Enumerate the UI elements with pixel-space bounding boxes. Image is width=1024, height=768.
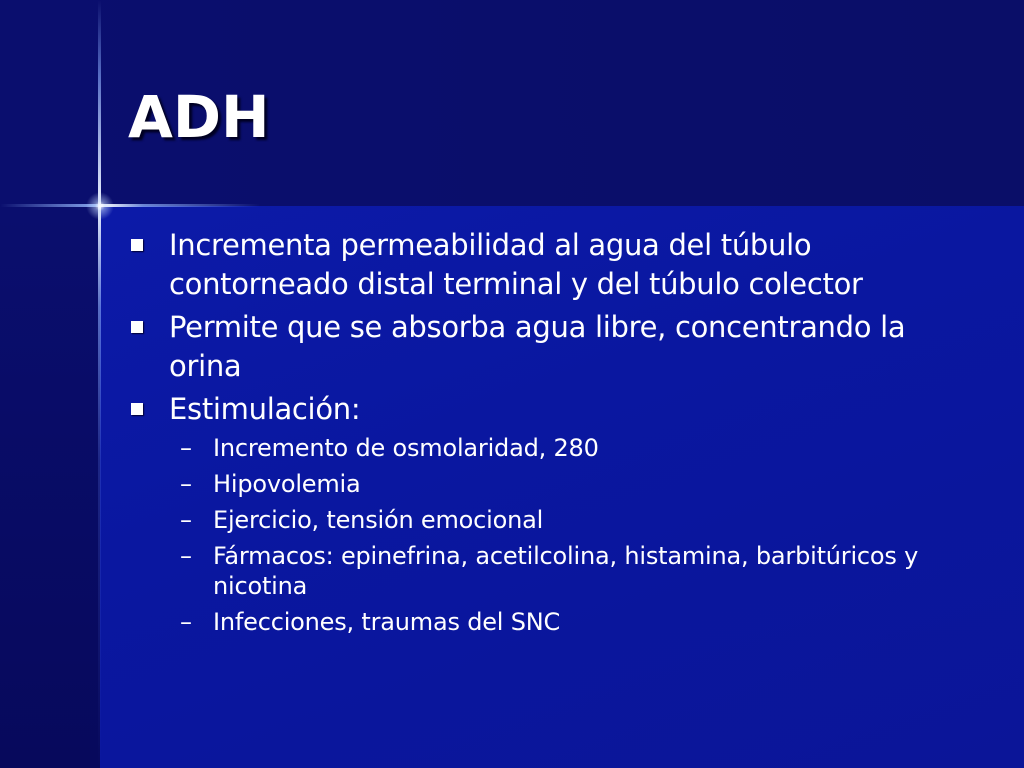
bullet-text: Permite que se absorba agua libre, concentrando la orina bbox=[169, 310, 906, 383]
vertical-accent-line bbox=[98, 0, 101, 768]
square-bullet-icon bbox=[131, 403, 143, 415]
sub-bullet-text: Ejercicio, tensión emocional bbox=[213, 506, 544, 534]
dash-bullet-icon: – bbox=[180, 434, 192, 462]
dash-bullet-icon: – bbox=[180, 470, 192, 498]
square-bullet-icon bbox=[131, 239, 143, 251]
bullet-item bbox=[128, 308, 958, 386]
sub-bullet-text: Fármacos: epinefrina, acetilcolina, histamina, barbitúricos y nicotina bbox=[213, 542, 919, 600]
dash-bullet-icon: – bbox=[180, 608, 192, 636]
sub-bullet-item bbox=[128, 433, 958, 463]
dash-bullet-icon: – bbox=[180, 542, 192, 570]
bullet-text: Incrementa permeabilidad al agua del túbulo contorneado distal terminal y del túbulo colector bbox=[169, 228, 863, 301]
slide-title: ADH bbox=[128, 83, 270, 151]
sub-bullet-text: Hipovolemia bbox=[213, 470, 361, 498]
sub-bullet-item bbox=[128, 469, 958, 499]
bullet-text: Estimulación: bbox=[169, 392, 361, 426]
bullet-list bbox=[128, 226, 958, 643]
bullet-item bbox=[128, 226, 958, 304]
sub-bullet-item bbox=[128, 541, 958, 601]
sub-bullet-item bbox=[128, 607, 958, 637]
sub-bullet-text: Incremento de osmolaridad, 280 bbox=[213, 434, 599, 462]
bullet-item bbox=[128, 390, 958, 429]
sub-bullet-text: Infecciones, traumas del SNC bbox=[213, 608, 561, 636]
dash-bullet-icon: – bbox=[180, 506, 192, 534]
left-background-strip bbox=[0, 206, 100, 768]
square-bullet-icon bbox=[131, 321, 143, 333]
horizontal-accent-line bbox=[0, 204, 260, 207]
sparkle-decoration bbox=[86, 192, 114, 220]
sub-bullet-item bbox=[128, 505, 958, 535]
